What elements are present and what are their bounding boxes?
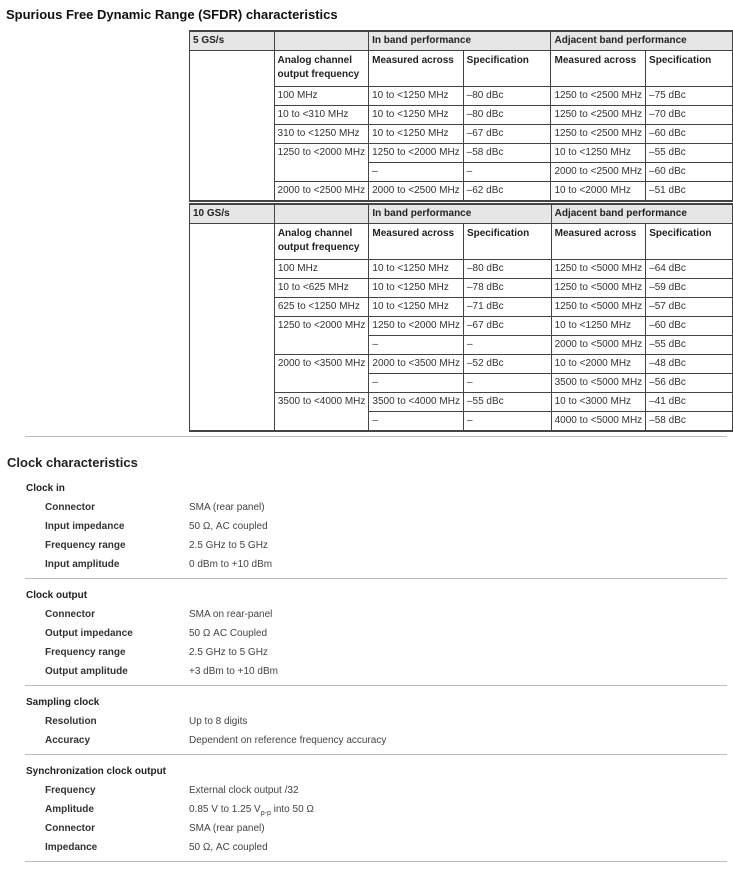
sfdr-title: Spurious Free Dynamic Range (SFDR) characteristics [6,7,338,22]
col-measured: Measured across [369,224,464,260]
sample-rate: 5 GS/s [190,31,275,51]
in-band-header: In band performance [369,31,551,51]
amplitude-range: 0.85 V to 1.25 V [189,804,261,815]
adjacent-band-header: Adjacent band performance [551,31,733,51]
spec-value: 2.5 GHz to 5 GHz [189,540,268,551]
spec-label: Input impedance [45,521,125,532]
table-row: 100 MHz 10 to <1250 MHz –80 dBc 1250 to <2500 MHz –75 dBc [190,87,733,106]
col-measured-adj: Measured across [551,51,646,87]
table-row: 10 to <310 MHz 10 to <1250 MHz –80 dBc 1250 to <2500 MHz –70 dBc [190,106,733,125]
table-row: 1250 to <2000 MHz 1250 to <2000 MHz –58 dBc 10 to <1250 MHz –55 dBc [190,144,733,163]
spec-label: Frequency [45,785,96,796]
spec-value: +3 dBm to +10 dBm [189,666,278,677]
spec-value: External clock output /32 [189,785,299,796]
col-measured: Measured across [369,51,464,87]
sfdr-table-5gs [189,30,733,202]
adjacent-band-header: Adjacent band performance [551,204,732,224]
spec-label: Accuracy [45,735,91,746]
section-title-sampling-clock: Sampling clock [26,697,100,708]
spec-value [189,804,314,817]
col-spec-adj: Specification [646,224,733,260]
table-row: 100 MHz 10 to <1250 MHz –80 dBc 1250 to <5000 MHz –64 dBc [190,260,733,279]
column-header-row [190,51,733,87]
sfdr-table-10gs [189,203,733,432]
section-title-clock-in: Clock in [26,483,65,494]
amplitude-suffix: into 50 Ω [270,804,314,815]
table-header-row [190,31,733,51]
divider [25,685,727,686]
table-row: 2000 to <2500 MHz 2000 to <2500 MHz –62 dBc 10 to <2000 MHz –51 dBc [190,182,733,202]
spec-value: 50 Ω, AC coupled [189,842,268,853]
col-spec: Specification [463,224,551,260]
divider [25,578,727,579]
col-spec-adj: Specification [646,51,733,87]
table-row: 10 to <625 MHz 10 to <1250 MHz –78 dBc 1250 to <5000 MHz –59 dBc [190,279,733,298]
divider [25,861,727,862]
table-header-row [190,204,733,224]
section-title-sync-clock-output: Synchronization clock output [26,766,167,777]
spec-label: Connector [45,609,95,620]
table-row: – – 3500 to <5000 MHz –56 dBc [190,374,733,393]
spec-value: 2.5 GHz to 5 GHz [189,647,268,658]
table-row: – – 4000 to <5000 MHz –58 dBc [190,412,733,432]
spec-label: Resolution [45,716,97,727]
table-row: 3500 to <4000 MHz 3500 to <4000 MHz –55 dBc 10 to <3000 MHz –41 dBc [190,393,733,412]
spec-value: SMA (rear panel) [189,502,265,513]
divider [25,754,727,755]
in-band-header: In band performance [369,204,551,224]
spec-value: Dependent on reference frequency accuracy [189,735,387,746]
table-row: – – 2000 to <5000 MHz –55 dBc [190,336,733,355]
spec-label: Connector [45,823,95,834]
spec-value: Up to 8 digits [189,716,248,727]
clock-title: Clock characteristics [7,455,138,470]
col-frequency: Analog channel output frequency [274,224,369,260]
spec-label: Connector [45,502,95,513]
spec-label: Impedance [45,842,98,853]
spec-value: 50 Ω AC Coupled [189,628,268,639]
spec-value: SMA on rear-panel [189,609,273,620]
spec-label: Output amplitude [45,666,128,677]
col-frequency: Analog channel output frequency [274,51,369,87]
table-row: 1250 to <2000 MHz 1250 to <2000 MHz –67 dBc 10 to <1250 MHz –60 dBc [190,317,733,336]
table-row: – – 2000 to <2500 MHz –60 dBc [190,163,733,182]
col-measured-adj: Measured across [551,224,646,260]
spec-value: 50 Ω, AC coupled [189,521,268,532]
spec-label: Frequency range [45,647,126,658]
spec-label: Frequency range [45,540,126,551]
spec-label: Amplitude [45,804,94,815]
section-title-clock-output: Clock output [26,590,88,601]
table-row: 625 to <1250 MHz 10 to <1250 MHz –71 dBc 1250 to <5000 MHz –57 dBc [190,298,733,317]
spec-value: SMA (rear panel) [189,823,265,834]
amplitude-subscript: p-p [260,810,271,817]
sample-rate: 10 GS/s [190,204,275,224]
col-spec: Specification [463,51,551,87]
divider [25,436,727,437]
spec-value: 0 dBm to +10 dBm [189,559,273,570]
column-header-row [190,224,733,260]
table-row: 310 to <1250 MHz 10 to <1250 MHz –67 dBc 1250 to <2500 MHz –60 dBc [190,125,733,144]
spec-label: Output impedance [45,628,133,639]
table-row: 2000 to <3500 MHz 2000 to <3500 MHz –52 dBc 10 to <2000 MHz –48 dBc [190,355,733,374]
spec-label: Input amplitude [45,559,120,570]
